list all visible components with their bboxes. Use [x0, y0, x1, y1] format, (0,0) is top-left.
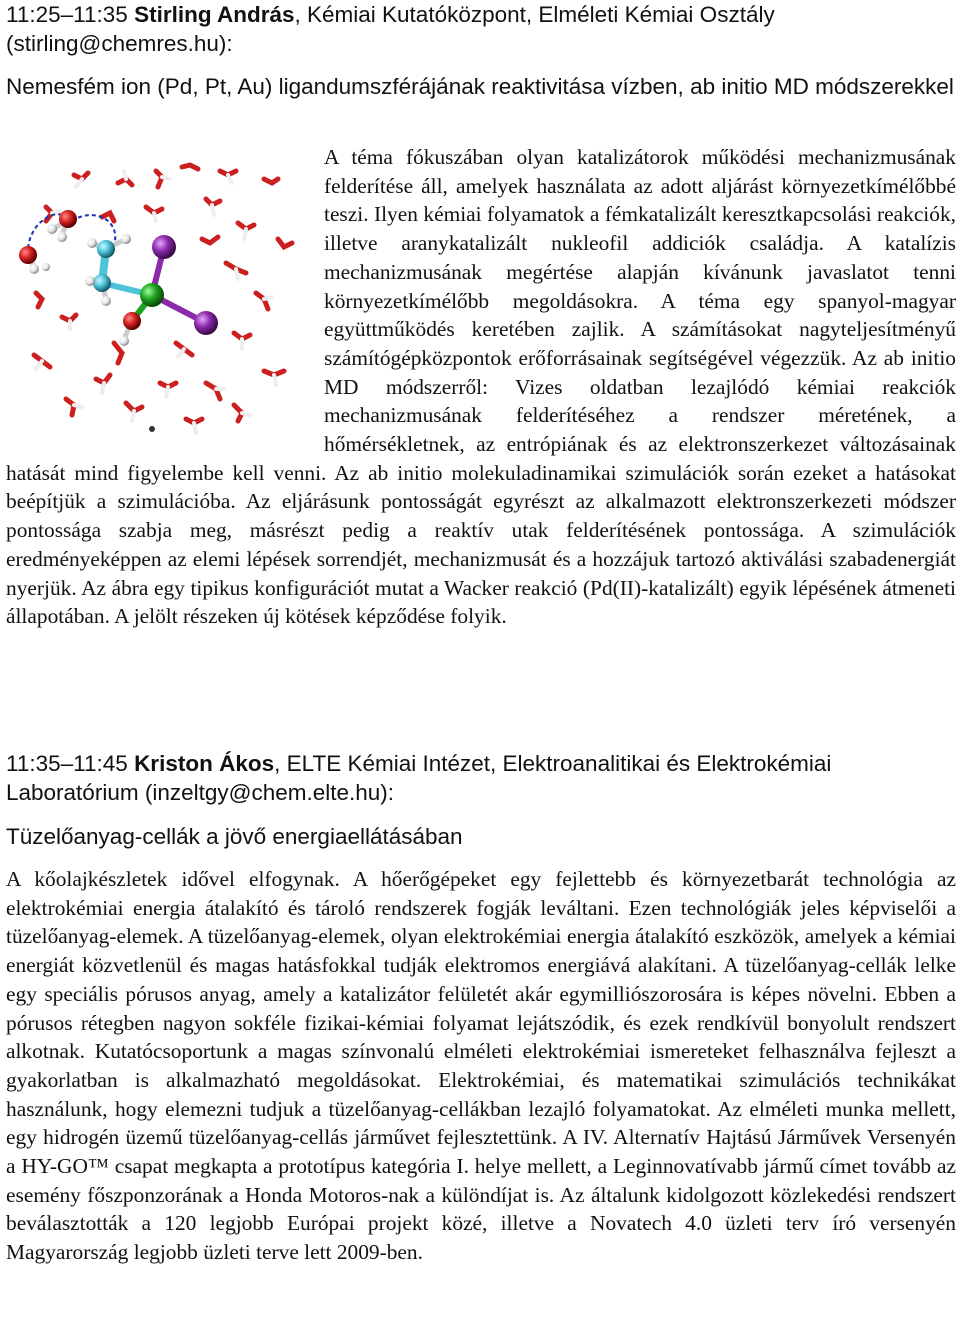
talk2-speaker: Kriston Ákos: [134, 751, 275, 776]
talk2-time: 11:35–11:45: [6, 751, 128, 776]
talk1-affiliation: , Kémiai Kutatóközpont, Elméleti Kémiai Osztály (stirling@chemres.hu):: [6, 2, 775, 56]
talk2-affiliation: , ELTE Kémiai Intézet, Elektroanalitikai és Elektrokémiai Laboratórium (inzeltgy@chem.elte.hu):: [6, 751, 832, 805]
talk1-header: [6, 0, 956, 58]
talk1-abstract: A téma fókuszában olyan katalizátorok működési mechanizmusának felderítése áll, amelyek használata az adott aljárást környezetkímélőbbé teszi. Ilyen kémiai folyamatok a fémkatalizált keresztkapcsolási reakciók, illetve aranykatalizált nukleofil addiciók családja. A katalízis mechanizmusának megértése alapján kívánunk javaslatot tenni környezetkímélőbb megoldásokra. A téma egy spanyol-magyar együttműködés keretében zajlik. A számításokat nagyteljesítményű számítógépközpontok erőforrásainak segítségével végezzük. Az ab initio MD módszerről: Vizes oldatban lezajlódó kémiai reakciók mechanizmusának felderítéséhez a rendszer méretének, a hőmérsékletnek, az entrópiának és az elektronszerkezet változásainak hatását mind figyelembe kell venni. Az ab initio molekuladinamikai szimulációk során ezeket a hatásokat beépítjük a szimulációba. Az eljárásunk pontosságát egyrészt az alkalmazott elektronszerkezeti módszer pontossága szabja meg, másrészt pedig a reaktív utak felderítésének pontossága. A szimulációk eredményeképpen az elemi lépések sorrendjét, mechanizmusát és a hozzájuk tartozó aktiválási szabadenergiát nyerjük. Az ábra egy tipikus konfigurációt mutat a Wacker reakció (Pd(II)-katalizált) egyik lépésének átmeneti állapotában. A jelölt részeken új kötések képződése folyik.: [6, 145, 956, 629]
talk2-header: [6, 749, 956, 807]
talk1-speaker: Stirling András: [134, 2, 295, 27]
talk2-abstract: A kőolajkészletek idővel elfogynak. A hőerőgépeket egy fejlettebb és környezetbarát technológia az elektrokémiai energia átalakító és tároló rendszerek fogják leváltani. Ezen technológiák jeles képviselői a tüzelőanyag-elemek. A tüzelőanyag-elemek, olyan elektrokémiai energia átalakító eszközök, amelyek a kémiai energiát közvetlenül és magas hatásfokkal tudják elektromos energiává alakítani. A tüzelőanyag-cellák lelke egy speciális pórusos anyag, amely a katalizátor felületét akár egymilliószorosára is képes növelni. Ebben a pórusos rétegben nagyon sokféle fizikai-kémiai folyamat lejátszódik, és ezek rendkívül bonyolult rendszert alkotnak. Kutatócsoportunk a magas színvonalú elméleti elektrokémiai ismereteket felhasználva fejleszt a gyakorlatban is alkalmazható megoldásokat. Elektrokémiai, és matematikai szimulációs technikákat használunk, hogy elemezni tudjuk a tüzelőanyag-cellákban lezajló folyamatokat. Az elméleti munka mellett, egy hidrogén üzemű tüzelőanyag-cellás járművet fejlesztettünk. A IV. Alternatív Hajtású Járművek Versenyén a HY-GO™ csapat megkapta a prototípus kategória I. helye mellett, a Leginnovatívabb jármű címet tovább az esemény főszponzorának a Honda Motoros-nak a különdíjat is. Az általunk kidolgozott közlekedési rendszert beválasztották a 120 legjobb Európai projekt közé, illetve a Novatech 4.0 üzleti terv író versenyén Magyarország legjobb üzleti terve lett 2009-ben.: [6, 867, 956, 1265]
talk1-time: 11:25–11:35: [6, 2, 128, 27]
talk1-title: Nemesfém ion (Pd, Pt, Au) ligandumszférájának reaktivitása vízben, ab initio MD módszerekkel: [6, 74, 954, 99]
talk2-title: Tüzelőanyag-cellák a jövő energiaellátásában: [6, 824, 463, 849]
reactive-center: [19, 210, 218, 432]
molecule-illustration: [6, 143, 306, 443]
talk1-abstract-block: [6, 143, 956, 631]
talk2-abstract-block: [6, 865, 956, 1267]
molecule-figure: [6, 143, 306, 443]
